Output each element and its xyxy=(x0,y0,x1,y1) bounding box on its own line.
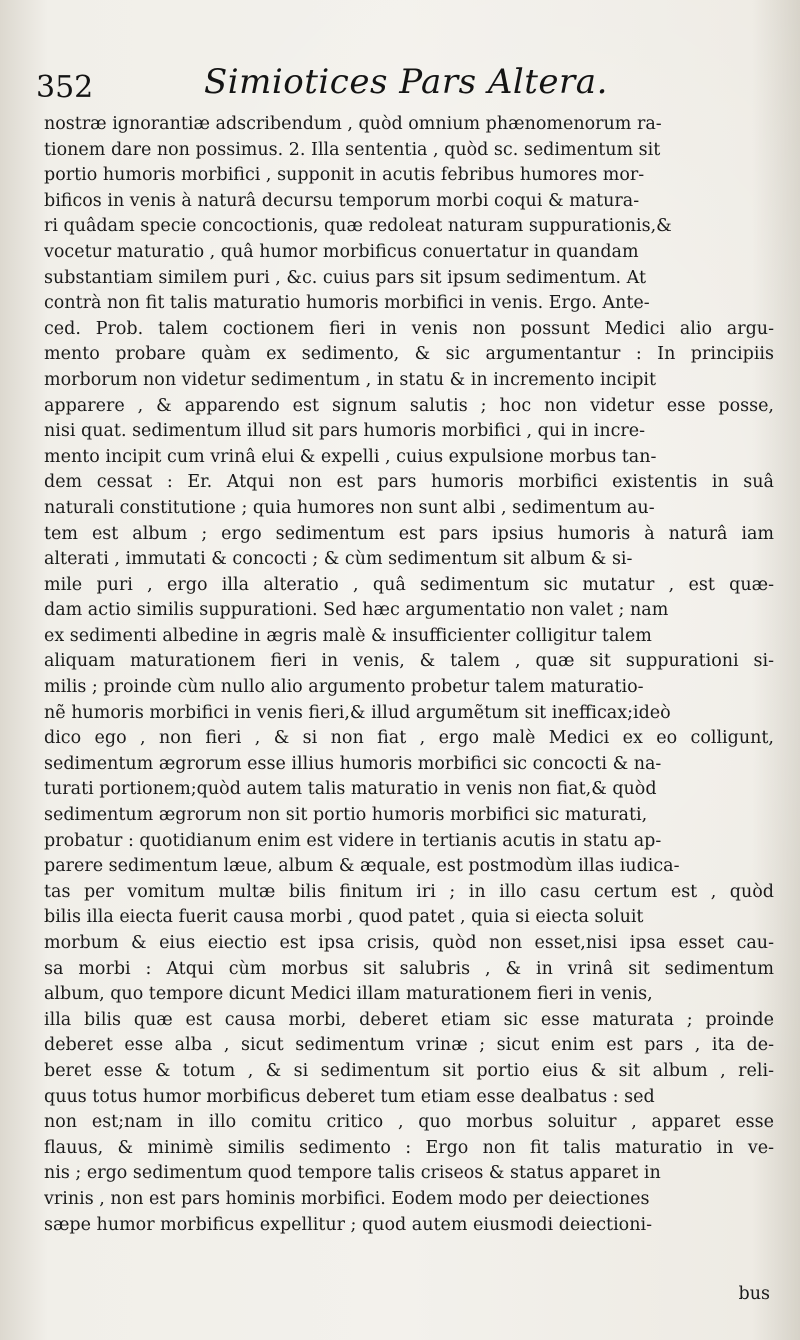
text-line: probatur : quotidianum enim est videre in tertianis acutis in statu ap- xyxy=(44,830,662,851)
text-line: ex sedimenti albedine in ægris malè & insufficienter colligitur talem xyxy=(44,625,652,646)
text-line: parere sedimentum læue, album & æquale, est postmodùm illas iudica- xyxy=(44,856,680,877)
text-line: illa bilis quæ est causa morbi, deberet etiam sic esse maturata ; proinde xyxy=(44,1009,774,1030)
text-line: mento probare quàm ex sedimento, & sic argumentantur : In principiis xyxy=(44,344,774,365)
text-line: vocetur maturatio , quâ humor morbificus conuertatur in quandam xyxy=(44,241,639,262)
text-line: morborum non videtur sedimentum , in statu & in incremento incipit xyxy=(44,369,657,390)
text-line: nostræ ignorantiæ adscribendum , quòd omnium phænomenorum ra- xyxy=(44,114,662,134)
text-line: vrinis , non est pars hominis morbifici. Eodem modo per deiectiones xyxy=(44,1188,650,1209)
text-line: album, quo tempore dicunt Medici illam maturationem fieri in venis, xyxy=(44,984,653,1005)
text-line: ri quâdam specie concoctionis, quæ redoleat naturam suppurationis,& xyxy=(44,216,672,237)
text-line: nisi quat. sedimentum illud sit pars humoris morbifici , qui in incre- xyxy=(44,421,646,442)
text-line: portio humoris morbifici , supponit in acutis febribus humores mor- xyxy=(44,165,645,186)
text-line: sæpe humor morbificus expellitur ; quod autem eiusmodi deiectioni- xyxy=(44,1214,652,1235)
text-line: tas per vomitum multæ bilis finitum iri ; in illo casu certum est , quòd xyxy=(44,881,774,902)
text-line: turati portionem;quòd autem talis maturatio in venis non fiat,& quòd xyxy=(44,779,657,800)
text-line: contrà non fit talis maturatio humoris morbifici in venis. Ergo. Ante- xyxy=(44,293,650,314)
text-line: tem est album ; ergo sedimentum est pars ipsius humoris à naturâ iam xyxy=(44,523,774,544)
text-line: non est;nam in illo comitu critico , quo morbus soluitur , apparet esse xyxy=(44,1112,774,1133)
text-line: tionem dare non possimus. 2. Illa sententia , quòd sc. sedimentum sit xyxy=(44,139,661,160)
text-line: ced. Prob. talem coctionem fieri in venis non possunt Medici alio argu- xyxy=(44,318,774,339)
text-line: flauus, & minimè similis sedimento : Ergo non fit talis maturatio in ve- xyxy=(44,1137,774,1158)
text-line: sedimentum ægrorum non sit portio humoris morbifici sic maturati, xyxy=(44,805,648,826)
text-line: beret esse & totum , & si sedimentum sit portio eius & sit album , reli- xyxy=(44,1060,774,1081)
text-line: nẽ humoris morbifici in venis fieri,& illud argumẽtum sit inefficax;ideò xyxy=(44,702,671,723)
text-line: dem cessat : Er. Atqui non est pars humoris morbifici existentis in suâ xyxy=(44,472,774,493)
text-line: naturali constitutione ; quia humores non sunt albi , sedimentum au- xyxy=(44,497,655,518)
text-line: sedimentum ægrorum esse illius humoris morbifici sic concocti & na- xyxy=(44,753,662,774)
text-line: bilis illa eiecta fuerit causa morbi , quod patet , quia si eiecta soluit xyxy=(44,907,644,928)
text-line: aliquam maturationem fieri in venis, & talem , quæ sit suppurationi si- xyxy=(44,651,774,672)
page-header xyxy=(36,56,776,106)
catchword: bus xyxy=(738,1284,770,1304)
body-text xyxy=(44,112,774,1238)
running-head: Simiotices Pars Altera. xyxy=(204,62,608,102)
text-line: dico ego , non fieri , & si non fiat , ergo malè Medici ex eo colligunt, xyxy=(44,728,774,749)
text-line: sa morbi : Atqui cùm morbus sit salubris , & in vrinâ sit sedimentum xyxy=(44,958,774,979)
text-line: dam actio similis suppurationi. Sed hæc argumentatio non valet ; nam xyxy=(44,600,669,621)
text-line: alterati , immutati & concocti ; & cùm sedimentum sit album & si- xyxy=(44,549,633,570)
text-line: morbum & eius eiectio est ipsa crisis, quòd non esset,nisi ipsa esset cau- xyxy=(44,933,774,953)
text-line: substantiam similem puri , &c. cuius pars sit ipsum sedimentum. At xyxy=(44,267,647,288)
text-line: deberet esse alba , sicut sedimentum vrinæ ; sicut enim est pars , ita de- xyxy=(44,1035,774,1056)
text-line: mento incipit cum vrinâ elui & expelli , cuius expulsione morbus tan- xyxy=(44,446,657,467)
text-line: nis ; ergo sedimentum quod tempore talis criseos & status apparet in xyxy=(44,1163,661,1184)
text-line: mile puri , ergo illa alteratio , quâ sedimentum sic mutatur , est quæ- xyxy=(44,574,774,595)
text-line: bificos in venis à naturâ decursu temporum morbi coqui & matura- xyxy=(44,190,640,211)
text-line: milis ; proinde cùm nullo alio argumento probetur talem maturatio- xyxy=(44,677,644,698)
page-number: 352 xyxy=(36,70,94,105)
text-line: quus totus humor morbificus deberet tum etiam esse dealbatus : sed xyxy=(44,1086,655,1107)
text-line: apparere , & apparendo est signum salutis ; hoc non videtur esse posse, xyxy=(44,395,774,416)
